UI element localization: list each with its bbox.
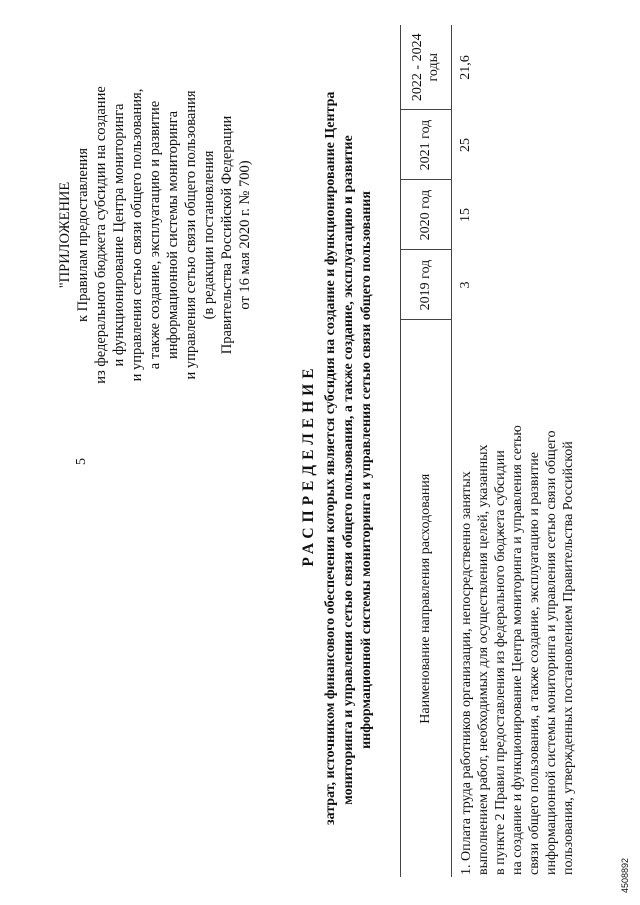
header-2020: 2020 год xyxy=(401,180,452,250)
expense-name-line: 1. Оплата труда работников организации, непосредственно занятых xyxy=(459,471,474,875)
page-number: 5 xyxy=(74,458,89,465)
header-name: Наименование направления расходования xyxy=(401,320,452,877)
appendix-line: а также создание, эксплуатацию и развитие xyxy=(147,100,163,370)
header-2019: 2019 год xyxy=(401,250,452,320)
appendix-line: от 16 мая 2020 г. № 700) xyxy=(237,160,253,310)
appendix-line: к Правилам предоставления xyxy=(75,147,91,323)
expense-name-line: пользования, утвержденных постановлением Правительства Российской xyxy=(561,441,576,875)
appendix-line: и управления сетью связи общего пользования xyxy=(183,90,199,380)
appendix-line: и функционирование Центра мониторинга xyxy=(111,103,127,367)
subtitle-line: мониторинга и управления сетью связи общего пользования, а также создание, эксплуатацию и развитие xyxy=(341,135,356,805)
appendix-line: (в редакции постановления xyxy=(201,150,217,320)
table-header-row xyxy=(401,25,452,877)
document-id: 4508892 xyxy=(620,857,630,893)
expense-name-line: связи общего пользования, а также создание, эксплуатацию и развитие xyxy=(527,452,542,875)
subtitle-line: затрат, источником финансового обеспечения которых является субсидия на создание и функционирование Центра xyxy=(323,91,338,825)
value-2019: 3 xyxy=(458,281,473,289)
header-2021: 2021 год xyxy=(401,110,452,180)
expense-name-line: выполнением работ, необходимых для осуществления целей, указанных xyxy=(476,444,491,875)
value-2022-2024: 21,6 xyxy=(458,55,473,80)
appendix-line: из федерального бюджета субсидии на создание xyxy=(93,86,109,384)
appendix-header xyxy=(56,70,254,400)
header-2022-2024: 2022 - 2024 годы xyxy=(401,25,452,110)
expense-name-line: в пункте 2 Правил предоставления из федерального бюджета субсидии xyxy=(493,450,508,875)
subtitle-line: информационной системы мониторинга и управления сетью связи общего пользования xyxy=(359,191,374,749)
expense-name-line: на создание и функционирование Центра мониторинга и управления сетью xyxy=(510,425,525,875)
appendix-line: Правительства Российской Федерации xyxy=(219,115,235,355)
appendix-line: "ПРИЛОЖЕНИЕ xyxy=(57,181,73,289)
table-row xyxy=(452,25,584,877)
expense-name-line: информационной системы мониторинга и управления сетью связи общего xyxy=(544,430,559,875)
document-title: РАСПРЕДЕЛЕНИЕ xyxy=(300,363,317,567)
value-2021: 25 xyxy=(458,138,473,152)
appendix-line: информационной системы мониторинга xyxy=(165,110,181,360)
appendix-line: и управления сетью связи общего пользования, xyxy=(129,88,145,382)
expenses-table xyxy=(400,25,583,877)
expense-name-cell xyxy=(452,320,584,877)
value-2020: 15 xyxy=(458,208,473,222)
document-subtitle xyxy=(322,91,376,825)
